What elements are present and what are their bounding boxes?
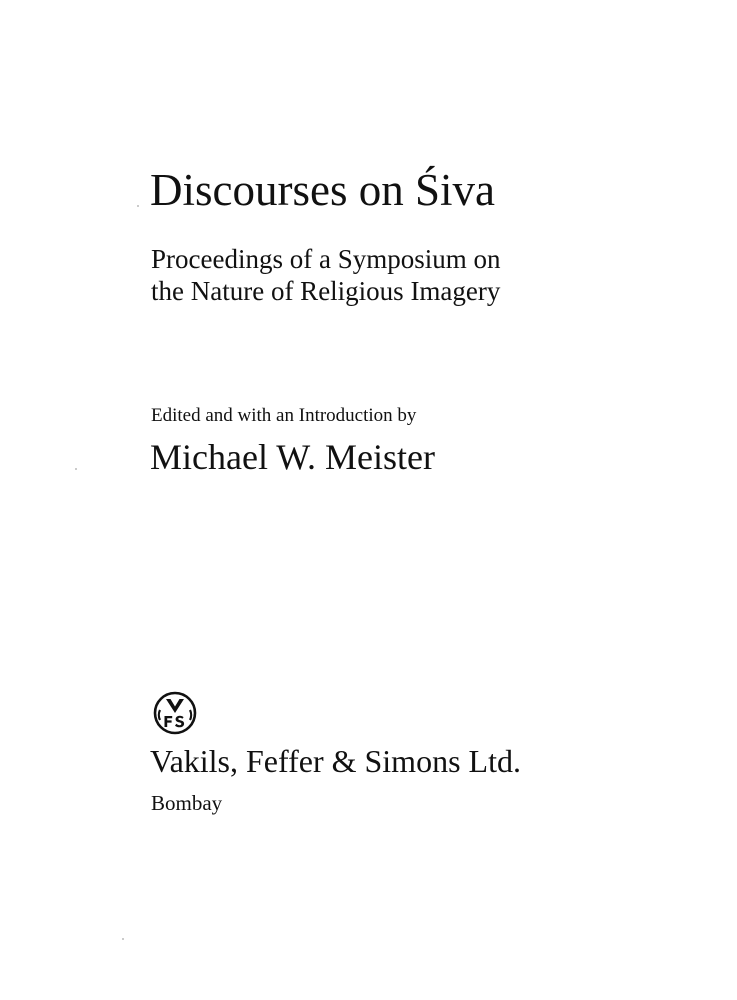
- book-title: Discourses on Śiva: [150, 165, 495, 215]
- publisher-name: Vakils, Feffer & Simons Ltd.: [150, 743, 521, 779]
- editor-name: Michael W. Meister: [150, 437, 435, 477]
- subtitle-line-2: the Nature of Religious Imagery: [151, 276, 501, 306]
- scan-speck: [137, 205, 139, 207]
- vfs-publisher-logo-icon: [152, 690, 198, 736]
- subtitle-line-1: Proceedings of a Symposium on: [151, 244, 501, 274]
- book-subtitle: [151, 243, 500, 307]
- scan-speck: [122, 938, 124, 940]
- scan-speck: [75, 468, 77, 470]
- editor-credit-label: Edited and with an Introduction by: [151, 405, 417, 426]
- publisher-city: Bombay: [151, 791, 223, 815]
